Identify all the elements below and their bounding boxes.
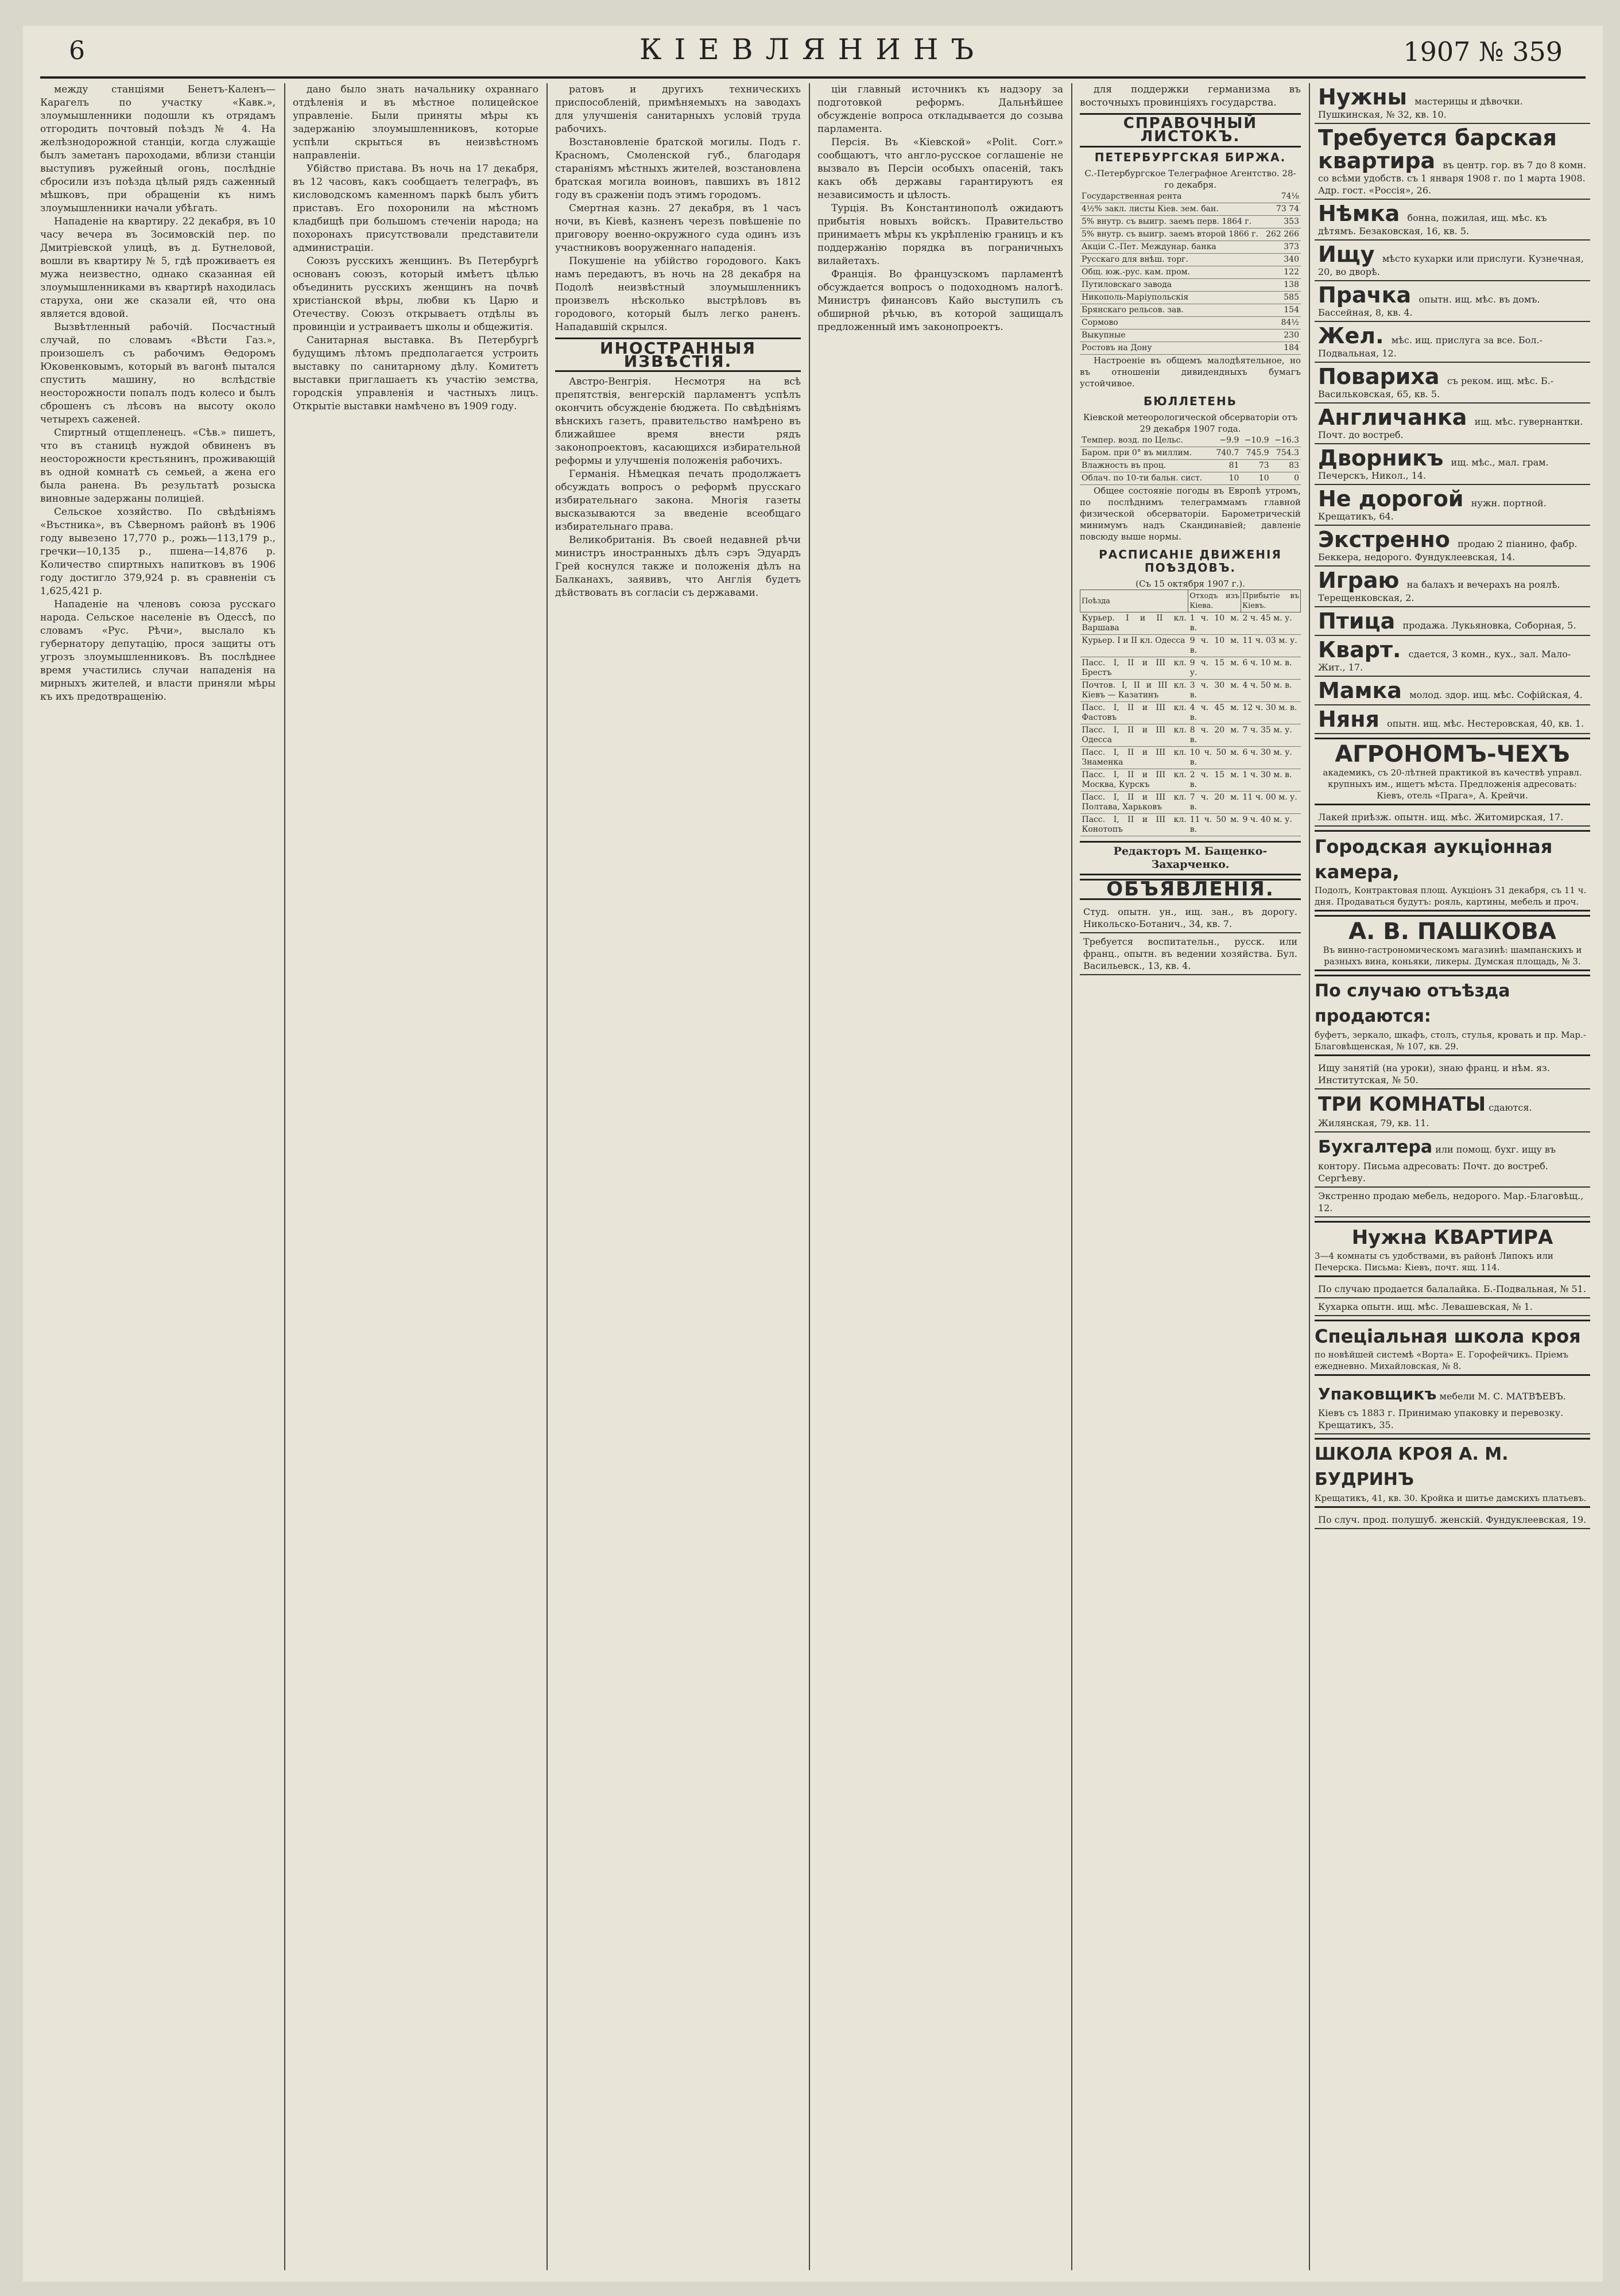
newspaper-page bbox=[23, 26, 1603, 2282]
security-price: 340 bbox=[1264, 254, 1301, 266]
exchange-source: С.-Петербургское Телеграфное Агентство. 28-го декабря. bbox=[1084, 168, 1296, 190]
article: Нападеніе на членовъ союза русскаго народа. Сельское населеніе въ Одессѣ, по словамъ «Рус. Рѣчи», выслало къ губернатору депутацію, прося защиты отъ угрозъ злоумышленниковъ. Въ послѣднее время участились случаи нападенія на мирныхъ жителей, и власти приняли мѣры къ ихъ предотвращенію. bbox=[40, 599, 276, 703]
exchange-table bbox=[1080, 191, 1301, 355]
ad-headline: Требуется барская квартира bbox=[1318, 125, 1557, 173]
article: Покушеніе на убійство городового. Какъ намъ передаютъ, въ ночь на 28 декабря на Подолѣ неизвѣстный злоумышленникъ произвелъ нѣсколько выстрѣловъ въ городового, который былъ легко раненъ. Нападавшій скрылся. bbox=[555, 255, 801, 333]
security-price: 74⅛ bbox=[1264, 191, 1301, 203]
timetable-header bbox=[1080, 590, 1301, 612]
article: Германія. Нѣмецкая печать продолжаетъ обсуждать вопросъ о реформѣ прусскаго избирательнаго закона. Многія газеты высказываются за введеніе всеобщаго избирательнаго права. bbox=[555, 468, 801, 533]
exchange-note: Настроеніе въ общемъ малодѣятельное, но въ отношеніи дивидендныхъ бумагъ устойчивое. bbox=[1080, 355, 1301, 389]
departure-time: 8 ч. 20 м. в. bbox=[1188, 724, 1241, 747]
exchange-row bbox=[1080, 304, 1301, 317]
timetable-row bbox=[1080, 680, 1301, 702]
weather-row bbox=[1080, 460, 1301, 472]
ad-text: въ центр. гор. въ 7 до 8 комн. со всѣми удобств. съ 1 января 1908 г. по 1 марта 1908. Адр. гост. «Россія», 26. bbox=[1318, 160, 1586, 196]
article: Турція. Въ Константинополѣ ожидаютъ прибытія новыхъ войскъ. Правительство принимаетъ мѣры къ укрѣпленію границъ и къ поддержанію порядка въ пограничныхъ вилайетахъ. bbox=[817, 203, 1063, 267]
budrin-ad bbox=[1315, 1438, 1590, 1508]
weather-parameter: Баром. при 0° въ миллим. bbox=[1080, 447, 1212, 460]
classified-ad bbox=[1315, 607, 1590, 636]
article: Великобританія. Въ своей недавней рѣчи министръ иностранныхъ дѣлъ сэръ Эдуардъ Грей коснулся также и положенія дѣлъ на Балканахъ, заявивъ, что Англія будетъ дѣйствовать въ согласіи съ державами. bbox=[555, 534, 801, 599]
ad-text: опытн. ищ. мѣс. въ домъ. Бассейная, 8, кв. 4. bbox=[1318, 294, 1540, 318]
ad-headline: Дворникъ bbox=[1318, 445, 1451, 471]
timetable-row bbox=[1080, 702, 1301, 724]
timetable-title: РАСПИСАНІЕ ДВИЖЕНІЯ ПОѢЗДОВЪ. bbox=[1099, 548, 1282, 575]
classified-ad bbox=[1315, 444, 1590, 485]
classified-ad bbox=[1315, 363, 1590, 404]
timetable-row bbox=[1080, 814, 1301, 836]
article: ратовъ и другихъ техническихъ приспособленій, примѣняемыхъ на заводахъ для улучшенія санитарныхъ условій труда рабочихъ. bbox=[555, 84, 801, 135]
train-name: Курьер. I и II кл. Одесса bbox=[1080, 635, 1188, 657]
article: Союзъ русскихъ женщинъ. Въ Петербургѣ основанъ союзъ, который имѣетъ цѣлью объединить русскихъ женщинъ на почвѣ христіанской вѣры, любви къ Царю и Отечеству. Союзъ открываетъ отдѣлы въ провинціи и устраиваетъ школы и общежитія. bbox=[293, 255, 538, 333]
reference-title: СПРАВОЧНЫЙ ЛИСТОКЪ. bbox=[1080, 113, 1301, 148]
train-timetable bbox=[1080, 589, 1301, 836]
weather-note: Общее состояніе погоды въ Европѣ утромъ, по послѣднимъ телеграммамъ главной физической обсерваторіи. Барометрическій минимумъ надъ Скандинавіей; давленіе повсюду выше нормы. bbox=[1080, 486, 1301, 542]
departure-time: 9 ч. 15 м. у. bbox=[1188, 657, 1241, 680]
ad-text: мѣсто кухарки или прислуги. Кузнечная, 20, во дворѣ. bbox=[1318, 253, 1584, 277]
article: дано было знать начальнику охраннаго отдѣленія и въ мѣстное полицейское управленіе. Были приняты мѣры къ задержанію злоумышленниковъ, которые успѣли скрыться въ неизвѣстномъ направленіи. bbox=[293, 84, 538, 161]
column-3 bbox=[555, 83, 801, 2270]
timetable-row bbox=[1080, 657, 1301, 680]
exchange-row bbox=[1080, 191, 1301, 203]
timetable-subtitle: (Съ 15 октября 1907 г.). bbox=[1135, 579, 1245, 589]
security-name: Путиловскаго завода bbox=[1080, 279, 1264, 292]
ad-headline: Птица bbox=[1318, 608, 1403, 634]
departure-time: 10 ч. 50 м. в. bbox=[1188, 747, 1241, 769]
classified-ad bbox=[1315, 83, 1590, 124]
article: Франція. Во французскомъ парламентѣ обсуждается вопросъ о подоходномъ налогѣ. Министръ финансовъ Кайо выступилъ съ обширной рѣчью, въ которой защищалъ предложенный имъ законопроектъ. bbox=[817, 269, 1063, 333]
timetable-column-header: Отходъ изъ Кіева. bbox=[1188, 590, 1241, 612]
running-header bbox=[23, 26, 1603, 77]
weather-value: 81 bbox=[1212, 460, 1241, 472]
ad-text: опытн. ищ. мѣс. Нестеровская, 40, кв. 1. bbox=[1387, 718, 1584, 729]
classified-ad bbox=[1315, 567, 1590, 607]
ad-headline: Жел. bbox=[1318, 323, 1392, 348]
train-name: Пасс. I, II и III кл. Фастовъ bbox=[1080, 702, 1188, 724]
column-6-ads bbox=[1315, 83, 1590, 2270]
article: Австро-Венгрія. Несмотря на всѣ препятствія, венгерскій парламентъ успѣлъ окончить обсужденіе бюджета. По свѣдѣніямъ вѣнскихъ газетъ, правительство намѣрено въ ближайшее время внести рядъ законопроектовъ, касающихся избирательной реформы и улучшенія положенія рабочихъ. bbox=[555, 376, 801, 467]
weather-value: 740.7 bbox=[1212, 447, 1241, 460]
weather-value: −10.9 bbox=[1241, 435, 1270, 447]
timetable-column-header: Прибытіе въ Кіевъ. bbox=[1241, 590, 1301, 612]
weather-row bbox=[1080, 447, 1301, 460]
weather-value: 0 bbox=[1271, 472, 1301, 485]
security-name: Никополь-Маріупольскія bbox=[1080, 292, 1264, 304]
accountant-ad bbox=[1315, 1133, 1590, 1188]
auction-text: Подолъ, Контрактовая площ. Аукціонъ 31 декабря, съ 11 ч. дня. Продаваться будутъ: рояль, картины, мебель и проч. bbox=[1315, 885, 1587, 907]
article: ціи главный источникъ къ надзору за подготовкой реформъ. Дальнѣйшее обсужденіе вопроса откладывается до созыва парламента. bbox=[817, 84, 1063, 135]
article: Спиртный отщепленецъ. «Сѣв.» пишетъ, что въ станицѣ нуждой обвиненъ въ неосторожности крестьянинъ, проживающій въ одной комнатѣ съ семьей, а жена его была ранена. Въ результатѣ розыска виновные задержаны полиціей. bbox=[40, 427, 276, 505]
article: между станціями Бенетъ-Каленъ—Карагелъ по участку «Кавк.», злоумышленники подошли къ отрядамъ отгородить почтовый поѣздъ № 4. На желѣзнодорожной станціи, когда служащіе былъ заметанъ пароходами, вблизи станціи выступивъ ружейный огонь, послѣдніе сбросили изъ поѣзда цѣлый рядъ саженный мѣшковъ, при обращеніи къ нимъ злоумышленники начали убѣгать. bbox=[40, 84, 276, 214]
ad-text: сдается, 3 комн., кух., зал. Мало-Жит., 17. bbox=[1318, 649, 1571, 673]
departure-time: 4 ч. 45 м. в. bbox=[1188, 702, 1241, 724]
sale-ad bbox=[1315, 975, 1590, 1056]
editor-line: Редакторъ М. Бащенко-Захарченко. bbox=[1080, 841, 1301, 875]
exchange-row bbox=[1080, 342, 1301, 355]
column-divider bbox=[1071, 83, 1072, 2270]
security-name: Общ. юж.-рус. кам. пром. bbox=[1080, 266, 1264, 279]
flat-ad bbox=[1315, 1221, 1590, 1277]
departure-time: 7 ч. 20 м. в. bbox=[1188, 792, 1241, 814]
wine-text: Въ винно-гастрономическомъ магазинѣ: шампанскихъ и разныхъ вина, коньяки, ликеры. Думская площадь, № 3. bbox=[1323, 945, 1582, 967]
accountant-text: или помощ. бухг. ищу въ контору. Письма адресовать: Почт. до востреб. Сергѣеву. bbox=[1318, 1144, 1556, 1184]
train-name: Пасс. I, II и III кл. Москва, Курскъ bbox=[1080, 769, 1188, 792]
train-name: Пасс. I, II и III кл. Полтава, Харьковъ bbox=[1080, 792, 1188, 814]
classified-ad: Кухарка опытн. ищ. мѣс. Левашевская, № 1. bbox=[1315, 1298, 1590, 1316]
security-name: Брянскаго рельсов. зав. bbox=[1080, 304, 1264, 317]
issue-number: 1907 № 359 bbox=[1403, 36, 1563, 67]
weather-value: 754.3 bbox=[1271, 447, 1301, 460]
packer-text: мебели М. С. МАТВѢЕВЪ. Кіевъ съ 1883 г. Принимаю упаковку и перевозку. Крещатикъ, 35. bbox=[1318, 1391, 1566, 1430]
security-price: 154 bbox=[1264, 304, 1301, 317]
weather-value: 73 bbox=[1241, 460, 1270, 472]
exchange-row bbox=[1080, 203, 1301, 216]
exchange-row bbox=[1080, 317, 1301, 329]
security-name: Акціи С.-Пет. Междунар. банка bbox=[1080, 241, 1264, 254]
classified-ad bbox=[1315, 241, 1590, 281]
timetable-row bbox=[1080, 724, 1301, 747]
wine-ad bbox=[1315, 915, 1590, 971]
column-divider bbox=[547, 83, 548, 2270]
train-name: Пасс. I, II и III кл. Одесса bbox=[1080, 724, 1188, 747]
arrival-time: 1 ч. 30 м. в. bbox=[1241, 769, 1301, 792]
classified-ad: По случ. прод. полушуб. женскій. Фундуклеевская, 19. bbox=[1315, 1511, 1590, 1529]
classified-ad: Требуется воспитательн., русск. или франц., опытн. въ ведении хозяйства. Бул. Васильевск., 13, кв. 4. bbox=[1080, 933, 1301, 975]
weather-table bbox=[1080, 435, 1301, 485]
security-name: Сормово bbox=[1080, 317, 1264, 329]
ad-text: съ реком. ищ. мѣс. Б.-Васильковская, 65, кв. 5. bbox=[1318, 375, 1554, 400]
rooms-title: ТРИ КОМНАТЫ bbox=[1318, 1093, 1486, 1116]
column-divider bbox=[1309, 83, 1310, 2270]
timetable-row bbox=[1080, 635, 1301, 657]
security-price: 184 bbox=[1264, 342, 1301, 355]
arrival-time: 7 ч. 35 м. у. bbox=[1241, 724, 1301, 747]
arrival-time: 9 ч. 40 м. у. bbox=[1241, 814, 1301, 836]
train-name: Пасс. I, II и III кл. Знаменка bbox=[1080, 747, 1188, 769]
security-price: 262 266 bbox=[1264, 228, 1301, 241]
article: Смертная казнь. 27 декабря, въ 1 часъ ночи, въ Кіевѣ, казненъ черезъ повѣшеніе по приговору военно-окружного суда одинъ изъ участниковъ вооруженнаго нападенія. bbox=[555, 203, 801, 254]
arrival-time: 6 ч. 30 м. у. bbox=[1241, 747, 1301, 769]
security-price: 138 bbox=[1264, 279, 1301, 292]
ad-headline: Прачка bbox=[1318, 282, 1419, 308]
sale-title: По случаю отъѣзда продаются: bbox=[1315, 981, 1510, 1026]
packer-title: Упаковщикъ bbox=[1318, 1384, 1437, 1403]
rooms-text: сдаются. Жилянская, 79, кв. 11. bbox=[1318, 1102, 1532, 1128]
security-name: 4½% закл. листы Кіев. зем. бан. bbox=[1080, 203, 1264, 216]
exchange-row bbox=[1080, 279, 1301, 292]
column-2 bbox=[293, 83, 538, 2270]
timetable-row bbox=[1080, 747, 1301, 769]
school-text: по новѣйшей системѣ «Ворта» Е. Горофейчикъ. Пріемъ ежедневно. Михайловская, № 8. bbox=[1315, 1349, 1569, 1371]
weather-subtitle: Кіевской метеорологической обсерваторіи отъ 29 декабря 1907 года. bbox=[1083, 412, 1298, 434]
classified-ad bbox=[1315, 677, 1590, 705]
rooms-ad bbox=[1315, 1089, 1590, 1133]
weather-value: −9.9 bbox=[1212, 435, 1241, 447]
exchange-row bbox=[1080, 292, 1301, 304]
security-price: 373 bbox=[1264, 241, 1301, 254]
departure-time: 1 ч. 10 м. в. bbox=[1188, 612, 1241, 635]
classified-ad bbox=[1315, 485, 1590, 526]
header-rule bbox=[40, 76, 1586, 79]
article: Нападеніе на квартиру. 22 декабря, въ 10 часу вечера въ Зосимовскій пер. по Дмитріевской улицѣ, въ д. Бутнеловой, вошли въ квартиру № 5, гдѣ проживаетъ ея мужа неизвестно, однако сказанная ей злоумышленниками въ квартирѣ находилась старуха, они же сказали ей, что она является вдовой. bbox=[40, 216, 276, 320]
section-title-foreign-news: ИНОСТРАННЫЯ ИЗВѢСТІЯ. bbox=[555, 338, 801, 372]
security-price: 73 74 bbox=[1264, 203, 1301, 216]
article: Санитарная выставка. Въ Петербургѣ будущимъ лѣтомъ предполагается устроить выставку по санитарному дѣлу. Комитетъ выставки приглашаетъ къ участію земства, городскія управленія и частныхъ лицъ. Открытіе выставки намѣчено въ 1909 году. bbox=[293, 335, 538, 412]
exchange-row bbox=[1080, 216, 1301, 228]
weather-parameter: Темпер. возд. по Цельс. bbox=[1080, 435, 1212, 447]
agronom-text: академикъ, съ 20-лѣтней практикой въ качествѣ управл. крупныхъ им., ищетъ мѣста. Предложенія адресовать: Кіевъ, отель «Прага», А. Крейчи. bbox=[1323, 767, 1582, 801]
ad-text: молод. здор. ищ. мѣс. Софійская, 4. bbox=[1409, 689, 1583, 700]
masthead: КІЕВЛЯНИНЪ bbox=[639, 33, 987, 66]
classified-ad: Ищу занятій (на уроки), знаю франц. и нѣм. яз. Институтская, № 50. bbox=[1315, 1060, 1590, 1089]
classified-ad: Студ. опытн. ун., ищ. зан., въ дорогу. Никольско-Ботанич., 34, кв. 7. bbox=[1080, 903, 1301, 933]
arrival-time: 4 ч. 50 м. в. bbox=[1241, 680, 1301, 702]
exchange-row bbox=[1080, 329, 1301, 342]
budrin-text: Крещатикъ, 41, кв. 30. Кройка и шитье дамскихъ платьевъ. bbox=[1315, 1493, 1587, 1503]
weather-parameter: Облач. по 10-ти бальн. сист. bbox=[1080, 472, 1212, 485]
classified-ad: Экстренно продаю мебель, недорого. Мар.-Благовѣщ., 12. bbox=[1315, 1188, 1590, 1217]
classified-ad: Лакей приѣзж. опытн. ищ. мѣс. Житомирская, 17. bbox=[1315, 809, 1590, 827]
classified-ad bbox=[1315, 636, 1590, 677]
agronom-ad bbox=[1315, 738, 1590, 805]
wine-title: А. В. ПАШКОВА bbox=[1348, 918, 1556, 945]
flat-title: Нужна КВАРТИРА bbox=[1351, 1226, 1553, 1249]
article: Возстановленіе братской могилы. Подъ г. Красномъ, Смоленской губ., благодаря стараніямъ мѣстныхъ жителей, возстановлена братская могила воиновъ, павшихъ въ 1812 году въ сраженіи подъ этимъ городомъ. bbox=[555, 137, 801, 201]
classified-ad: По случаю продается балалайка. Б.-Подвальная, № 51. bbox=[1315, 1281, 1590, 1298]
ad-list bbox=[1315, 83, 1590, 734]
timetable-column-header: Поѣзда bbox=[1080, 590, 1188, 612]
column-5 bbox=[1080, 83, 1301, 2270]
timetable-row bbox=[1080, 612, 1301, 635]
security-name: 5% внутр. съ выигр. заемъ второй 1866 г. bbox=[1080, 228, 1264, 241]
school-ad bbox=[1315, 1320, 1590, 1376]
departure-time: 9 ч. 10 м. в. bbox=[1188, 635, 1241, 657]
weather-value: 10 bbox=[1212, 472, 1241, 485]
arrival-time: 2 ч. 45 м. у. bbox=[1241, 612, 1301, 635]
security-name: Государственная рента bbox=[1080, 191, 1264, 203]
departure-time: 3 ч. 30 м. в. bbox=[1188, 680, 1241, 702]
exchange-subtitle: ПЕТЕРБУРГСКАЯ БИРЖА. bbox=[1094, 150, 1286, 164]
arrival-time: 12 ч. 30 м. в. bbox=[1241, 702, 1301, 724]
ad-headline: Англичанка bbox=[1318, 405, 1475, 430]
train-name: Пасс. I, II и III кл. Брестъ bbox=[1080, 657, 1188, 680]
ad-text: нужн. портной. Крещатикъ, 64. bbox=[1318, 498, 1547, 522]
exchange-row bbox=[1080, 241, 1301, 254]
weather-value: −16.3 bbox=[1271, 435, 1301, 447]
flat-text: 3—4 комнаты съ удобствами, въ районѣ Липокъ или Печерска. Письма: Кіевъ, почт. ящ. 114. bbox=[1315, 1251, 1553, 1273]
article: Вызвѣтленный рабочій. Посчастный случай, по словамъ «Вѣсти Газ.», произошелъ съ рабочимъ Ѳедоромъ Юковенковымъ, который въ вагонѣ пытался спустить машину, но вслѣдствіе неосторожности попалъ подъ колесо и былъ сброшенъ съ лѣсовъ на высоту около четырехъ саженей. bbox=[40, 321, 276, 425]
agronom-title: АГРОНОМЪ-ЧЕХЪ bbox=[1335, 741, 1570, 767]
column-divider bbox=[284, 83, 285, 2270]
classified-ad bbox=[1315, 200, 1590, 241]
ad-headline: Не дорогой bbox=[1318, 486, 1471, 511]
ad-headline: Нужны bbox=[1318, 84, 1415, 110]
ad-text: мѣс. ищ. прислуга за все. Бол.-Подвальная, 12. bbox=[1318, 335, 1543, 359]
ad-headline: Играю bbox=[1318, 568, 1407, 593]
ad-text: на балахъ и вечерахъ на роялѣ. Терещенковская, 2. bbox=[1318, 579, 1560, 603]
train-name: Курьер. I и II кл. Варшава bbox=[1080, 612, 1188, 635]
school-title: Спеціальная школа кроя bbox=[1315, 1325, 1581, 1347]
article: Убійство пристава. Въ ночь на 17 декабря, въ 12 часовъ, какъ сообщаетъ телеграфъ, въ кисловодскомъ каменномъ паркѣ былъ убитъ приставъ. Его похоронили на мѣстномъ кладбищѣ при большомъ стеченіи народа; на похоронахъ присутствовали представители администраціи. bbox=[293, 163, 538, 254]
train-name: Почтов. I, II и III кл. Кіевъ — Казатинъ bbox=[1080, 680, 1188, 702]
article: Персія. Въ «Кіевской» «Polit. Corr.» сообщаютъ, что англо-русское соглашеніе не вызвало въ Персіи особыхъ опасеній, такъ какъ обѣ державы гарантируютъ ея независимость и цѣлость. bbox=[817, 137, 1063, 201]
security-name: 5% внутр. съ выигр. заемъ перв. 1864 г. bbox=[1080, 216, 1264, 228]
security-price: 353 bbox=[1264, 216, 1301, 228]
classified-ad bbox=[1315, 404, 1590, 444]
ad-headline: Нѣмка bbox=[1318, 201, 1408, 226]
security-name: Русскаго для внѣш. торг. bbox=[1080, 254, 1264, 266]
security-price: 84½ bbox=[1264, 317, 1301, 329]
ad-text: продаю 2 піанино, фабр. Беккера, недорого. Фундуклеевская, 14. bbox=[1318, 538, 1578, 563]
timetable-row bbox=[1080, 769, 1301, 792]
classified-ad bbox=[1315, 322, 1590, 363]
packer-ad bbox=[1315, 1379, 1590, 1434]
arrival-time: 11 ч. 03 м. у. bbox=[1241, 635, 1301, 657]
exchange-row bbox=[1080, 228, 1301, 241]
column-1 bbox=[40, 83, 276, 2270]
train-name: Пасс. I, II и III кл. Конотопъ bbox=[1080, 814, 1188, 836]
exchange-row bbox=[1080, 266, 1301, 279]
classified-ad bbox=[1315, 526, 1590, 567]
weather-value: 745.9 bbox=[1241, 447, 1270, 460]
security-price: 122 bbox=[1264, 266, 1301, 279]
departure-time: 2 ч. 15 м. в. bbox=[1188, 769, 1241, 792]
security-price: 585 bbox=[1264, 292, 1301, 304]
ad-text: продажа. Лукьяновка, Соборная, 5. bbox=[1402, 620, 1576, 631]
arrival-time: 6 ч. 10 м. в. bbox=[1241, 657, 1301, 680]
weather-row bbox=[1080, 472, 1301, 485]
weather-value: 10 bbox=[1241, 472, 1270, 485]
classified-ad bbox=[1315, 705, 1590, 734]
weather-parameter: Влажность въ проц. bbox=[1080, 460, 1212, 472]
page-number: 6 bbox=[69, 36, 85, 65]
auction-ad bbox=[1315, 830, 1590, 912]
ad-headline: Кварт. bbox=[1318, 637, 1409, 662]
ads-title: ОБЪЯВЛЕНІЯ. bbox=[1080, 879, 1301, 900]
ad-text: ищ. мѣс. гувернантки. Почт. до востреб. bbox=[1318, 416, 1583, 440]
weather-value: 83 bbox=[1271, 460, 1301, 472]
timetable-row bbox=[1080, 792, 1301, 814]
weather-title: БЮЛЛЕТЕНЬ bbox=[1144, 394, 1237, 408]
ad-headline: Экстренно bbox=[1318, 527, 1458, 552]
ad-headline: Мамка bbox=[1318, 678, 1410, 703]
classified-ad bbox=[1315, 124, 1590, 200]
ad-headline: Повариха bbox=[1318, 364, 1447, 389]
column-divider bbox=[809, 83, 810, 2270]
auction-title: Городская аукціонная камера, bbox=[1315, 836, 1553, 883]
weather-row bbox=[1080, 435, 1301, 447]
departure-time: 11 ч. 50 м. в. bbox=[1188, 814, 1241, 836]
article: для поддержки германизма въ восточныхъ провинціяхъ государства. bbox=[1080, 84, 1301, 108]
security-price: 230 bbox=[1264, 329, 1301, 342]
ad-headline: Ищу bbox=[1318, 242, 1382, 267]
column-4 bbox=[817, 83, 1063, 2270]
ad-text: мастерицы и дѣвочки. Пушкинская, № 32, кв. 10. bbox=[1318, 96, 1523, 120]
sale-text: буфетъ, зеркало, шкафъ, столъ, стулья, кровать и пр. Мар.-Благовѣщенская, № 107, кв. 29. bbox=[1315, 1030, 1586, 1052]
article: Сельское хозяйство. По свѣдѣніямъ «Въстника», въ Сѣверномъ районѣ въ 1906 году вывезено 17,770 р., рожь—113,179 р., гречки—10,135 р., пшена—14,876 р. Количество спиртныхъ напитковъ въ 1906 году достигло 379,924 р. въ сравненіи съ 1,625,421 р. bbox=[40, 506, 276, 597]
ad-text: бонна, пожилая, ищ. мѣс. къ дѣтямъ. Безаковская, 16, кв. 5. bbox=[1318, 212, 1547, 236]
classified-ad bbox=[1315, 281, 1590, 322]
accountant-title: Бухгалтера bbox=[1318, 1137, 1433, 1157]
security-name: Ростовъ на Дону bbox=[1080, 342, 1264, 355]
ad-headline: Няня bbox=[1318, 707, 1388, 732]
arrival-time: 11 ч. 00 м. у. bbox=[1241, 792, 1301, 814]
ad-text: ищ. мѣс., мал. грам. Печерскъ, Никол., 14. bbox=[1318, 457, 1549, 481]
security-name: Выкупные bbox=[1080, 329, 1264, 342]
exchange-row bbox=[1080, 254, 1301, 266]
budrin-title: ШКОЛА КРОЯ А. М. БУДРИНЪ bbox=[1315, 1444, 1509, 1490]
